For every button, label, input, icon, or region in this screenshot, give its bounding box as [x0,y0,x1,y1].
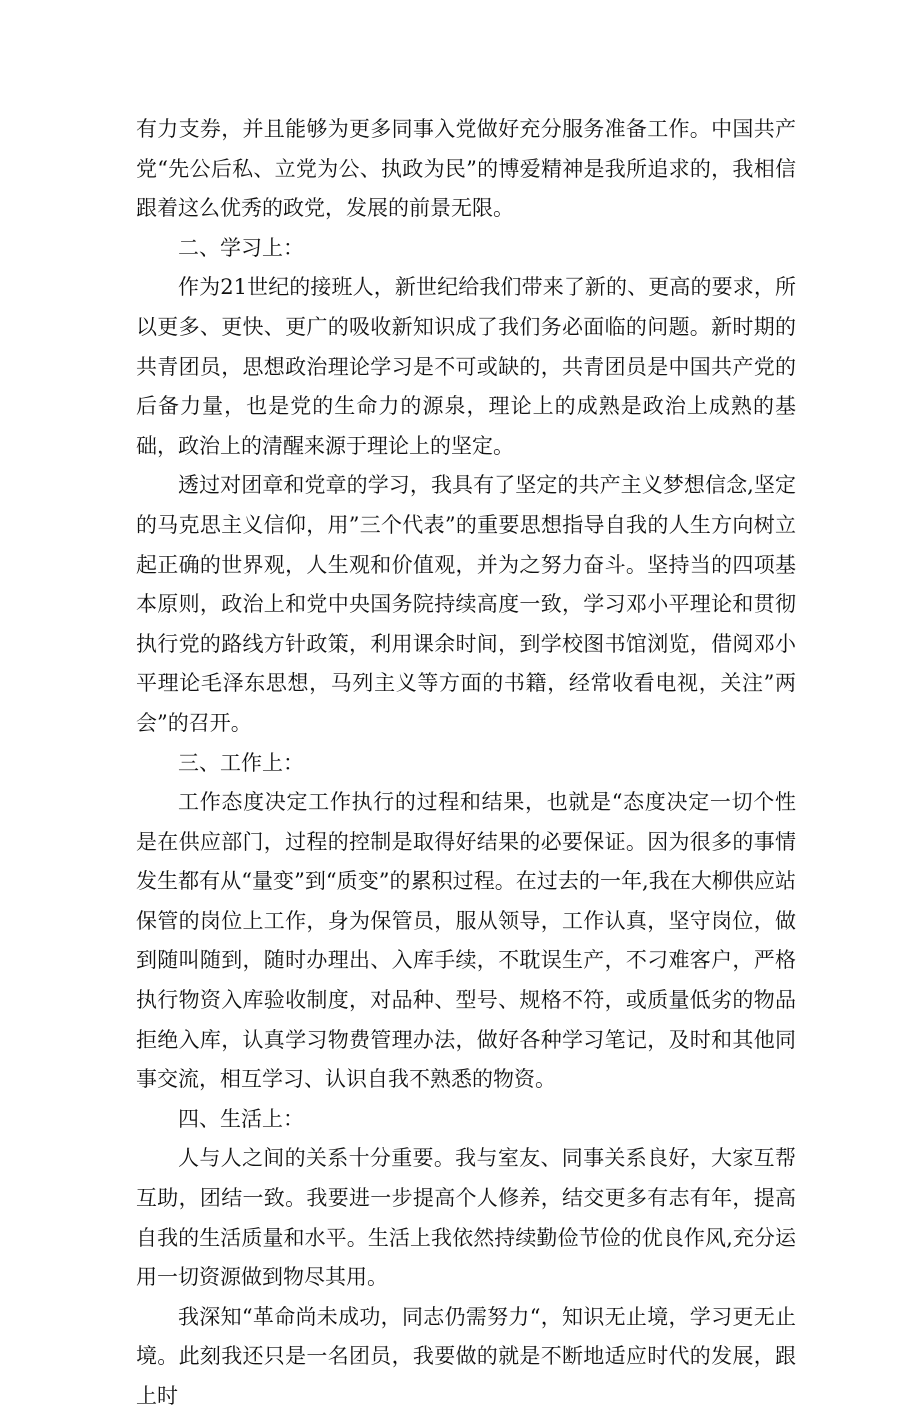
paragraph-study-2: 透过对团章和党章的学习，我具有了坚定的共产主义梦想信念,坚定的马克思主义信仰，用”三个代表”的重要思想指导自我的人生方向树立起正确的世界观，人生观和价值观，并为之努力奋斗。坚持当的四项基本原则，政治上和党中央国务院持续高度一致，学习邓小平理论和贯彻执行党的路线方针政策，利用课余时间，到学校图书馆浏览，借阅邓小平理论毛泽东思想，马列主义等方面的书籍，经常收看电视，关注”两会”的召开。 [136,473,796,735]
paragraph-intro: 有力支券，并且能够为更多同事入党做好充分服务准备工作。中国共产党“先公后私、立党为公、执政为民”的博爱精神是我所追求的，我相信跟着这么优秀的政党，发展的前景无限。 [136,117,796,221]
document-page [136,110,796,1417]
section-heading-life: 四、生活上： [178,1106,304,1131]
section-heading-work: 三、工作上： [178,750,304,775]
section-heading-study: 二、学习上： [178,235,304,260]
paragraph-life: 人与人之间的关系十分重要。我与室友、同事关系良好，大家互帮互助，团结一致。我要进一步提高个人修养，结交更多有志有年，提高自我的生活质量和水平。生活上我依然持续勤俭节俭的优良作风,充分运用一切资源做到物尽其用。 [136,1146,796,1290]
paragraph-closing: 我深知“革命尚未成功，同志仍需努力“，知识无止境，学习更无止境。此刻我还只是一名团员，我要做的就是不断地适应时代的发展，跟上时 [136,1304,796,1408]
paragraph-work: 工作态度决定工作执行的过程和结果，也就是“态度决定一切个性是在供应部门，过程的控制是取得好结果的必要保证。因为很多的事情发生都有从“量变”到“质变”的累积过程。在过去的一年,我在大柳供应站保管的岗位上工作，身为保管员，服从领导，工作认真，坚守岗位，做到随叫随到，随时办理出、入库手续，不耽误生产，不刁难客户，严格执行物资入库验收制度，对品种、型号、规格不符，或质量低劣的物品拒绝入库，认真学习物费管理办法，做好各种学习笔记，及时和其他同事交流，相互学习、认识自我不熟悉的物资。 [136,790,796,1092]
paragraph-study-1: 作为21世纪的接班人，新世纪给我们带来了新的、更高的要求，所以更多、更快、更广的吸收新知识成了我们务必面临的问题。新时期的共青团员，思想政治理论学习是不可或缺的，共青团员是中国共产党的后备力量，也是党的生命力的源泉，理论上的成熟是政治上成熟的基础，政治上的清醒来源于理论上的坚定。 [136,275,796,458]
